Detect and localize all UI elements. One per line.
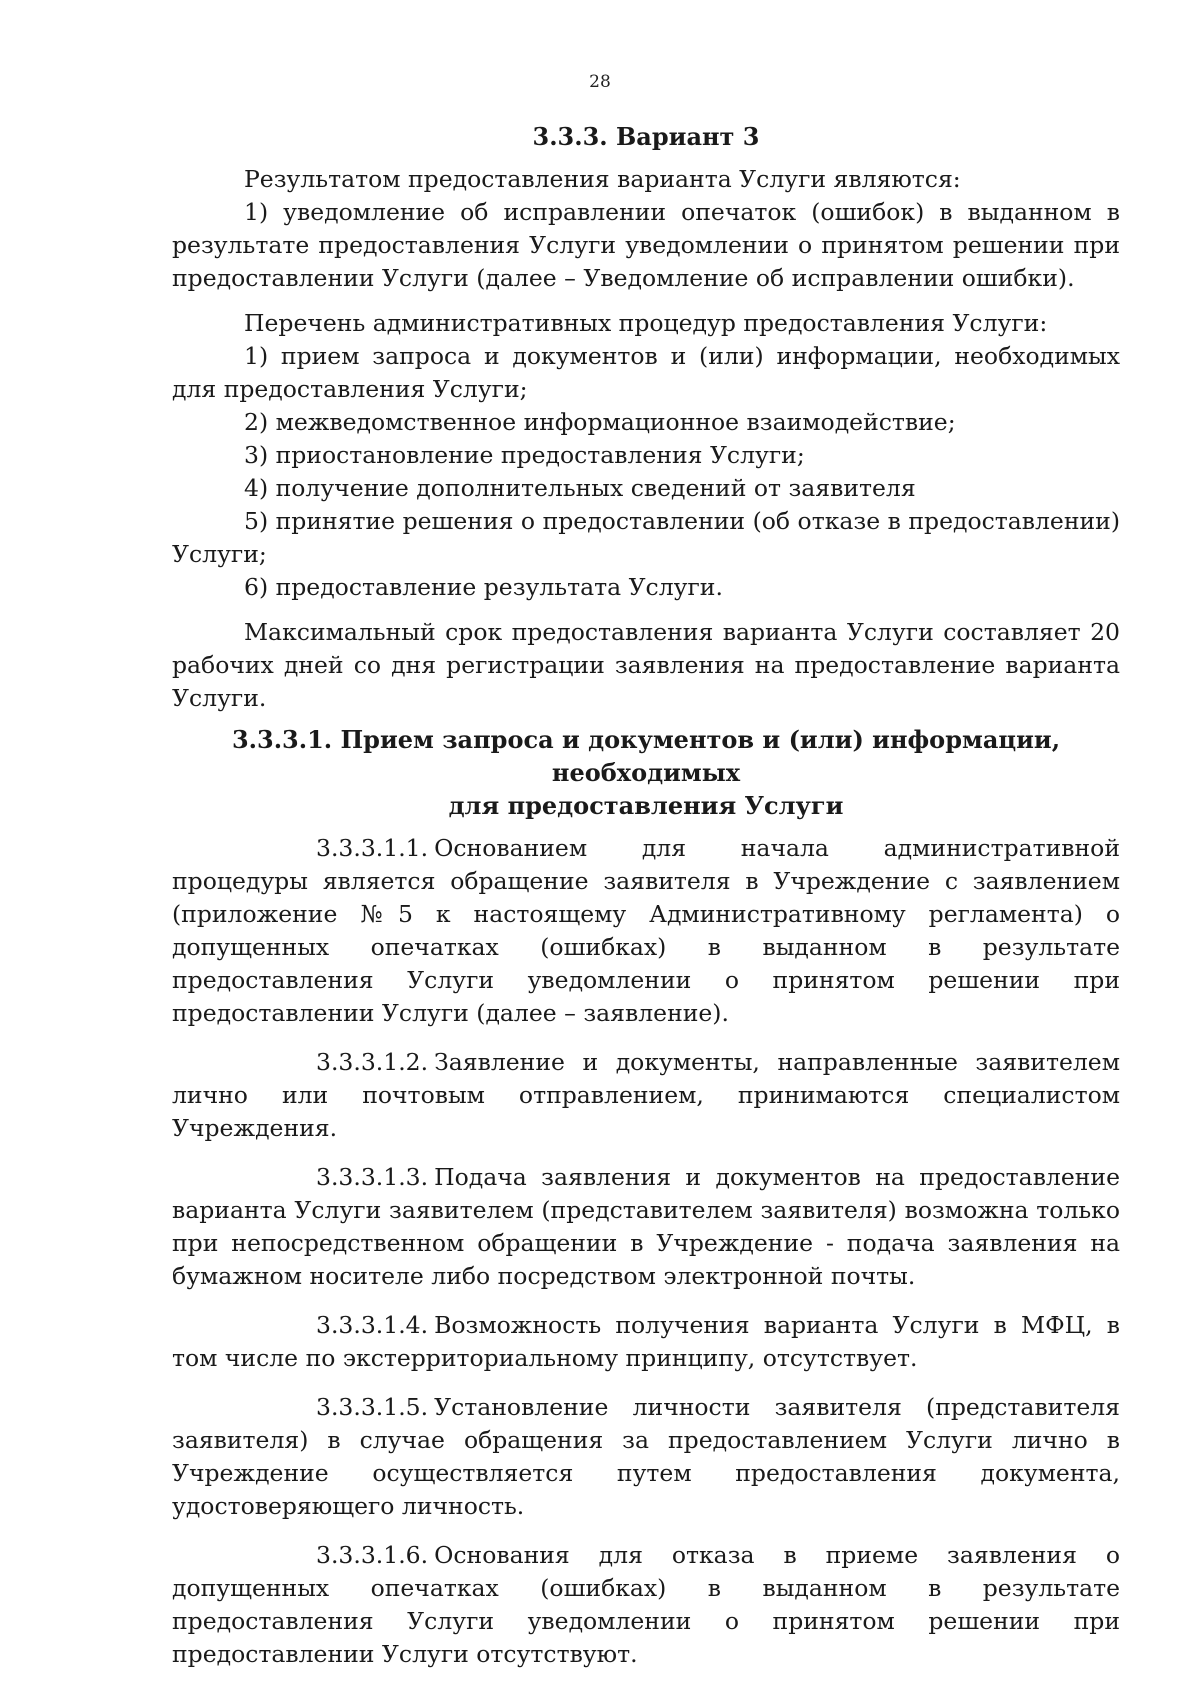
procedure-item-6: 6) предоставление результата Услуги. <box>244 573 723 601</box>
subsection-heading-line-1: 3.3.3.1. Прием запроса и документов и (или) информации, необходимых <box>231 725 1061 787</box>
section-heading: 3.3.3. Вариант 3 <box>532 122 760 151</box>
procedure-item-1: 1) прием запроса и документов и (или) информации, необходимых для предоставления Услуги; <box>172 342 1120 403</box>
clause-number: 3.3.3.1.2. <box>316 1048 429 1076</box>
clause-number: 3.3.3.1.6. <box>316 1541 429 1569</box>
clause-number: 3.3.3.1.3. <box>316 1163 429 1191</box>
clause-text: Установление личности заявителя (представителя заявителя) в случае обращения за предоставлением Услуги лично в Учреждение осуществляется путем предоставления документа, удостоверяющего личность. <box>172 1393 1120 1520</box>
clause-2 <box>172 1046 1120 1145</box>
clause-text: Заявление и документы, направленные заявителем лично или почтовым отправлением, принимаются специалистом Учреждения. <box>172 1048 1120 1142</box>
document-body <box>172 120 1120 1671</box>
clause-number: 3.3.3.1.5. <box>316 1393 429 1421</box>
clause-1 <box>172 832 1120 1030</box>
page-number: 28 <box>589 72 611 92</box>
clause-text: Подача заявления и документов на предоставление варианта Услуги заявителем (представителем заявителя) возможна только при непосредственном обращении в Учреждение - подача заявления на бумажном носителе либо посредством электронной почты. <box>172 1163 1120 1290</box>
clause-text: Основанием для начала административной процедуры является обращение заявителя в Учреждение с заявлением (приложение №5 к настоящему Административному регламента) о допущенных опечатках (ошибках) в выданном в результате предоставления Услуги уведомлении о принятом решении при предоставлении Услуги (далее – заявление). <box>172 834 1120 1027</box>
clause-number: 3.3.3.1.1. <box>316 834 429 862</box>
results-intro: Результатом предоставления варианта Услуги являются: <box>244 165 961 193</box>
subsection-heading-line-2: для предоставления Услуги <box>448 791 844 820</box>
procedure-item-3: 3) приостановление предоставления Услуги; <box>244 441 805 469</box>
procedure-item-2: 2) межведомственное информационное взаимодействие; <box>244 408 956 436</box>
subsection-heading <box>172 723 1120 822</box>
clause-5 <box>172 1391 1120 1523</box>
procedures-intro: Перечень административных процедур предоставления Услуги: <box>244 309 1048 337</box>
clause-number: 3.3.3.1.4. <box>316 1311 429 1339</box>
results-item: 1) уведомление об исправлении опечаток (ошибок) в выданном в результате предоставления Услуги уведомлении о принятом решении при предоставлении Услуги (далее – Уведомление об исправлении ошибки). <box>172 198 1120 292</box>
clause-text: Возможность получения варианта Услуги в МФЦ, в том числе по экстерриториальному принципу, отсутствует. <box>172 1311 1120 1372</box>
max-term-paragraph: Максимальный срок предоставления варианта Услуги составляет 20 рабочих дней со дня регистрации заявления на предоставление варианта Услуги. <box>172 618 1120 712</box>
procedure-item-4: 4) получение дополнительных сведений от заявителя <box>244 474 916 502</box>
clause-6 <box>172 1539 1120 1671</box>
clause-4 <box>172 1309 1120 1375</box>
clause-3 <box>172 1161 1120 1293</box>
procedure-item-5: 5) принятие решения о предоставлении (об отказе в предоставлении) Услуги; <box>172 507 1120 568</box>
clause-text: Основания для отказа в приеме заявления о допущенных опечатках (ошибках) в выданном в результате предоставления Услуги уведомлении о принятом решении при предоставлении Услуги отсутствуют. <box>172 1541 1120 1668</box>
